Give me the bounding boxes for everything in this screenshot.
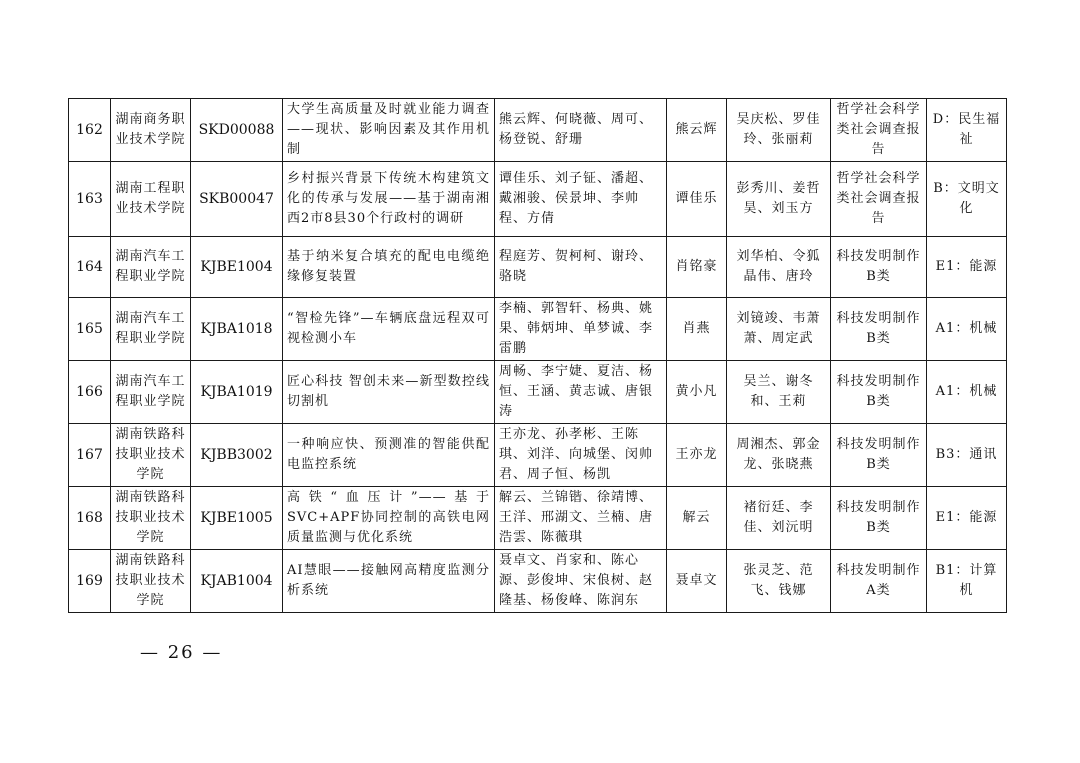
table-row	[69, 550, 1007, 613]
row-number: 167	[69, 424, 111, 487]
project-code: KJBE1005	[191, 487, 283, 550]
project-code: SKB00047	[191, 162, 283, 237]
school-name: 湖南商务职业技术学院	[111, 99, 191, 162]
project-title: 乡村振兴背景下传统木构建筑文化的传承与发展——基于湖南湘西2市8县30个行政村的调研	[283, 162, 495, 237]
project-title: AI慧眼——接触网高精度监测分析系统	[283, 550, 495, 613]
table-row	[69, 237, 1007, 298]
team-members: 李楠、郭智轩、杨典、姚果、韩炳坤、单梦诚、李雷鹏	[495, 298, 667, 361]
project-title: 大学生高质量及时就业能力调查——现状、影响因素及其作用机制	[283, 99, 495, 162]
team-leader: 熊云辉	[667, 99, 727, 162]
project-field: E1：能源	[927, 487, 1007, 550]
school-name: 湖南铁路科技职业技术学院	[111, 550, 191, 613]
team-leader: 聂卓文	[667, 550, 727, 613]
project-title: “智检先锋”—车辆底盘远程双可视检测小车	[283, 298, 495, 361]
awards-table	[68, 98, 1007, 613]
school-name: 湖南汽车工程职业学院	[111, 361, 191, 424]
advisors: 吴庆松、罗佳玲、张丽莉	[727, 99, 831, 162]
project-title: 基于纳米复合填充的配电电缆绝缘修复装置	[283, 237, 495, 298]
team-leader: 谭佳乐	[667, 162, 727, 237]
project-category: 科技发明制作B类	[831, 298, 927, 361]
row-number: 168	[69, 487, 111, 550]
team-leader: 王亦龙	[667, 424, 727, 487]
team-leader: 肖燕	[667, 298, 727, 361]
row-number: 163	[69, 162, 111, 237]
project-field: A1：机械	[927, 298, 1007, 361]
row-number: 169	[69, 550, 111, 613]
team-leader: 肖铭豪	[667, 237, 727, 298]
project-category: 哲学社会科学类社会调查报告	[831, 162, 927, 237]
project-field: B1：计算机	[927, 550, 1007, 613]
project-field: B3：通讯	[927, 424, 1007, 487]
team-members: 熊云辉、何晓薇、周可、杨登锐、舒珊	[495, 99, 667, 162]
project-category: 哲学社会科学类社会调查报告	[831, 99, 927, 162]
advisors: 彭秀川、姜哲昊、刘玉方	[727, 162, 831, 237]
page-number: — 26 —	[140, 642, 223, 663]
table-row	[69, 424, 1007, 487]
team-members: 王亦龙、孙孝彬、王陈琪、刘洋、向城堡、闵帅君、周子恒、杨凯	[495, 424, 667, 487]
project-title: 一种响应快、预测准的智能供配电监控系统	[283, 424, 495, 487]
project-category: 科技发明制作B类	[831, 424, 927, 487]
advisors: 周湘杰、郭金龙、张晓燕	[727, 424, 831, 487]
team-members: 谭佳乐、刘子钲、潘超、戴湘骏、侯景坤、李帅程、方倩	[495, 162, 667, 237]
row-number: 162	[69, 99, 111, 162]
project-field: A1：机械	[927, 361, 1007, 424]
row-number: 166	[69, 361, 111, 424]
advisors: 褚衍廷、李佳、刘沅明	[727, 487, 831, 550]
team-members: 解云、兰锦锴、徐靖博、王洋、邢湖文、兰楠、唐浩雲、陈薇琪	[495, 487, 667, 550]
school-name: 湖南铁路科技职业技术学院	[111, 424, 191, 487]
project-code: KJBB3002	[191, 424, 283, 487]
table-row	[69, 361, 1007, 424]
table-row	[69, 99, 1007, 162]
team-members: 聂卓文、肖家和、陈心源、彭俊坤、宋俍树、赵隆基、杨俊峰、陈润东	[495, 550, 667, 613]
project-code: KJBE1004	[191, 237, 283, 298]
advisors: 刘华柏、令狐晶伟、唐玲	[727, 237, 831, 298]
project-field: D：民生福祉	[927, 99, 1007, 162]
row-number: 165	[69, 298, 111, 361]
team-members: 程庭芳、贺柯柯、谢玲、骆晓	[495, 237, 667, 298]
project-category: 科技发明制作B类	[831, 361, 927, 424]
project-title: 高铁“血压计”——基于SVC+APF协同控制的高铁电网质量监测与优化系统	[283, 487, 495, 550]
project-category: 科技发明制作A类	[831, 550, 927, 613]
table-row	[69, 298, 1007, 361]
team-members: 周畅、李宁婕、夏洁、杨恒、王涵、黄志诚、唐银涛	[495, 361, 667, 424]
table-row	[69, 487, 1007, 550]
school-name: 湖南汽车工程职业学院	[111, 298, 191, 361]
team-leader: 黄小凡	[667, 361, 727, 424]
project-code: SKD00088	[191, 99, 283, 162]
school-name: 湖南汽车工程职业学院	[111, 237, 191, 298]
project-code: KJAB1004	[191, 550, 283, 613]
project-category: 科技发明制作B类	[831, 237, 927, 298]
row-number: 164	[69, 237, 111, 298]
project-title: 匠心科技 智创未来—新型数控线切割机	[283, 361, 495, 424]
project-code: KJBA1019	[191, 361, 283, 424]
project-field: E1：能源	[927, 237, 1007, 298]
advisors: 张灵芝、范飞、钱娜	[727, 550, 831, 613]
project-code: KJBA1018	[191, 298, 283, 361]
school-name: 湖南铁路科技职业技术学院	[111, 487, 191, 550]
project-category: 科技发明制作B类	[831, 487, 927, 550]
team-leader: 解云	[667, 487, 727, 550]
project-field: B：文明文化	[927, 162, 1007, 237]
advisors: 吴兰、谢冬和、王莉	[727, 361, 831, 424]
advisors: 刘镜竣、韦萧萧、周定武	[727, 298, 831, 361]
table-row	[69, 162, 1007, 237]
school-name: 湖南工程职业技术学院	[111, 162, 191, 237]
